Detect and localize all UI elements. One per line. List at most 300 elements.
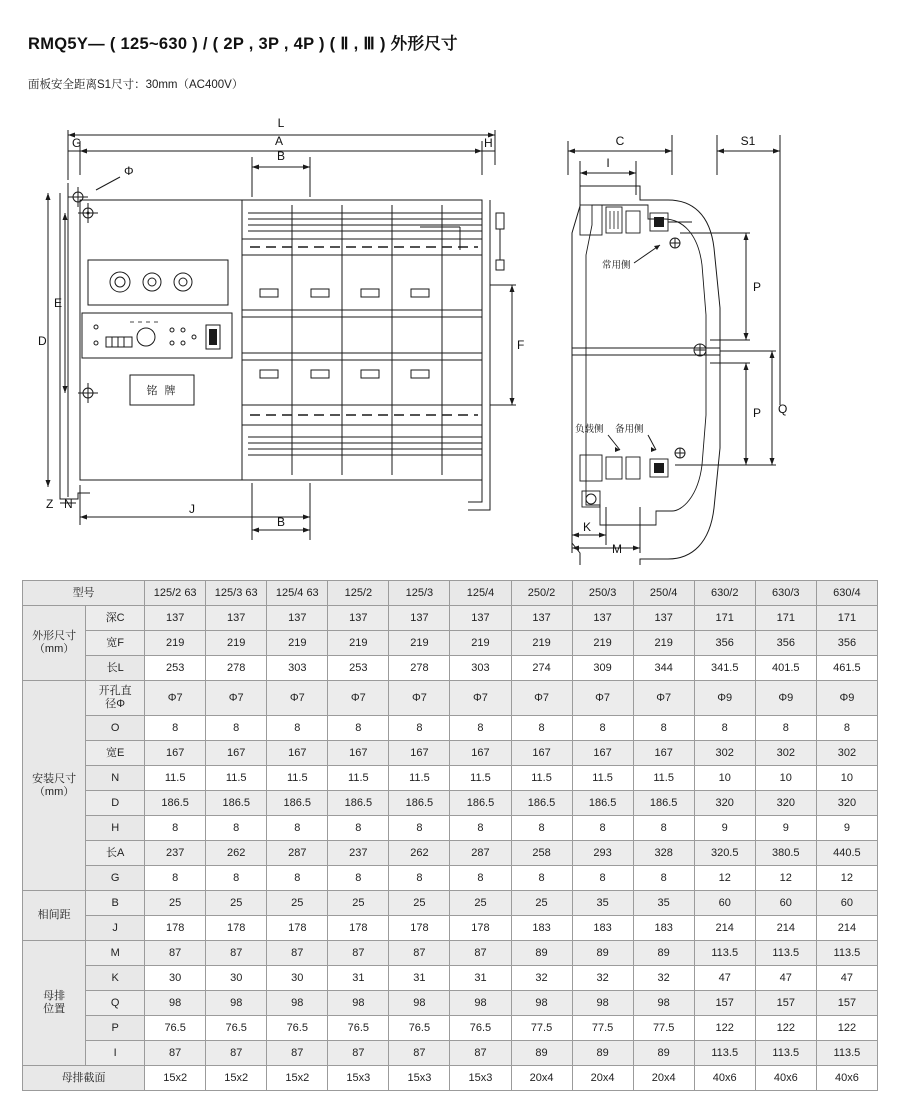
dim-label-L: L <box>277 116 285 130</box>
table-cell: 167 <box>389 741 450 766</box>
table-cell: 219 <box>267 631 328 656</box>
table-row <box>23 656 878 681</box>
table-row <box>23 841 878 866</box>
table-cell: 237 <box>145 841 206 866</box>
table-cell: Φ7 <box>572 681 633 716</box>
table-cell: 9 <box>755 816 816 841</box>
table-cell: 122 <box>816 1016 877 1041</box>
table-cell: 8 <box>206 866 267 891</box>
table-cell: 113.5 <box>816 941 877 966</box>
table-cell: 302 <box>694 741 755 766</box>
table-cell: 8 <box>450 716 511 741</box>
table-row-label: P <box>86 1016 145 1041</box>
table-row-label: G <box>86 866 145 891</box>
table-cell: 137 <box>328 606 389 631</box>
table-row-label: J <box>86 916 145 941</box>
table-cell: 113.5 <box>694 1041 755 1066</box>
table-cell: 401.5 <box>755 656 816 681</box>
table-cell: 30 <box>145 966 206 991</box>
table-cell: 293 <box>572 841 633 866</box>
table-cell: 287 <box>450 841 511 866</box>
table-cell: 11.5 <box>328 766 389 791</box>
table-row <box>23 1041 878 1066</box>
table-cell: 137 <box>267 606 328 631</box>
dim-label-I: I <box>606 156 610 170</box>
table-cell: 89 <box>633 1041 694 1066</box>
table-cell: 9 <box>694 816 755 841</box>
table-footer-cell: 15x2 <box>145 1066 206 1091</box>
table-cell: 219 <box>328 631 389 656</box>
spec-table-body <box>23 581 878 1091</box>
table-cell: 98 <box>267 991 328 1016</box>
table-row-label: 长L <box>86 656 145 681</box>
table-cell: 219 <box>206 631 267 656</box>
table-cell: 89 <box>633 941 694 966</box>
table-cell: Φ7 <box>206 681 267 716</box>
dim-label-Z: Z <box>46 497 54 511</box>
table-cell: 11.5 <box>267 766 328 791</box>
table-cell: 76.5 <box>328 1016 389 1041</box>
table-cell: 10 <box>816 766 877 791</box>
table-cell: 178 <box>206 916 267 941</box>
table-cell: 113.5 <box>755 1041 816 1066</box>
table-cell: 219 <box>145 631 206 656</box>
table-header-model: 125/3 <box>389 581 450 606</box>
table-cell: 87 <box>145 941 206 966</box>
table-cell: 35 <box>633 891 694 916</box>
table-cell: 8 <box>511 816 572 841</box>
table-row <box>23 681 878 716</box>
table-footer-label: 母排截面 <box>23 1066 145 1091</box>
dim-label-K: K <box>583 520 592 534</box>
table-cell: 12 <box>816 866 877 891</box>
table-row-label: Q <box>86 991 145 1016</box>
table-cell: 186.5 <box>572 791 633 816</box>
table-cell: 8 <box>511 716 572 741</box>
table-cell: 8 <box>450 866 511 891</box>
table-cell: 137 <box>572 606 633 631</box>
table-footer-cell: 20x4 <box>572 1066 633 1091</box>
table-cell: 87 <box>267 1041 328 1066</box>
table-cell: Φ7 <box>145 681 206 716</box>
table-cell: 32 <box>511 966 572 991</box>
table-header-model: 125/2 <box>328 581 389 606</box>
table-header-model: 125/4 <box>450 581 511 606</box>
table-cell: 8 <box>328 716 389 741</box>
dim-label-phi: Φ <box>124 164 134 178</box>
table-cell: 87 <box>206 941 267 966</box>
table-row-label: M <box>86 941 145 966</box>
table-cell: 11.5 <box>572 766 633 791</box>
spec-table-container <box>22 580 878 1091</box>
table-cell: 186.5 <box>389 791 450 816</box>
table-cell: 98 <box>206 991 267 1016</box>
table-cell: 87 <box>389 941 450 966</box>
table-cell: 253 <box>145 656 206 681</box>
table-header-model-label: 型号 <box>23 581 145 606</box>
table-footer-cell: 40x6 <box>694 1066 755 1091</box>
dimension-drawing <box>20 105 880 565</box>
table-cell: 98 <box>633 991 694 1016</box>
table-cell: 8 <box>572 716 633 741</box>
table-cell: 137 <box>633 606 694 631</box>
table-row <box>23 606 878 631</box>
table-cell: 341.5 <box>694 656 755 681</box>
table-footer-cell: 40x6 <box>755 1066 816 1091</box>
table-cell: Φ7 <box>328 681 389 716</box>
table-cell: 8 <box>450 816 511 841</box>
page-subtitle: 面板安全距离S1尺寸：30mm（AC400V） <box>28 79 244 91</box>
table-row <box>23 631 878 656</box>
table-group-label: 外形尺寸 （mm） <box>23 606 86 681</box>
table-cell: 167 <box>145 741 206 766</box>
table-cell: 183 <box>633 916 694 941</box>
table-cell: 8 <box>389 716 450 741</box>
table-cell: 47 <box>755 966 816 991</box>
table-cell: 8 <box>328 816 389 841</box>
table-cell: 76.5 <box>389 1016 450 1041</box>
table-group-label: 安装尺寸 （mm） <box>23 681 86 891</box>
table-cell: 320 <box>755 791 816 816</box>
dim-label-J: J <box>189 502 195 516</box>
dim-label-C: C <box>615 134 625 148</box>
table-row-label: 宽E <box>86 741 145 766</box>
table-cell: 137 <box>450 606 511 631</box>
table-cell: 9 <box>816 816 877 841</box>
table-row-label: O <box>86 716 145 741</box>
table-cell: 8 <box>267 866 328 891</box>
table-cell: 440.5 <box>816 841 877 866</box>
table-cell: 137 <box>511 606 572 631</box>
dim-label-N: N <box>64 497 73 511</box>
table-cell: 32 <box>633 966 694 991</box>
table-cell: 320.5 <box>694 841 755 866</box>
table-cell: 25 <box>206 891 267 916</box>
table-row-label: 长A <box>86 841 145 866</box>
table-header-model: 250/3 <box>572 581 633 606</box>
table-cell: 8 <box>206 816 267 841</box>
table-cell: 8 <box>755 716 816 741</box>
table-cell: 171 <box>816 606 877 631</box>
table-cell: 60 <box>816 891 877 916</box>
table-cell: 380.5 <box>755 841 816 866</box>
table-row-label: 宽F <box>86 631 145 656</box>
table-cell: 8 <box>145 816 206 841</box>
dim-label-P-upper: P <box>753 280 762 294</box>
table-cell: 8 <box>267 816 328 841</box>
table-cell: 178 <box>389 916 450 941</box>
table-cell: 287 <box>267 841 328 866</box>
table-row <box>23 716 878 741</box>
table-cell: 328 <box>633 841 694 866</box>
table-cell: 113.5 <box>694 941 755 966</box>
table-cell: 461.5 <box>816 656 877 681</box>
table-cell: 171 <box>694 606 755 631</box>
table-cell: 11.5 <box>206 766 267 791</box>
dim-label-G-top: G <box>72 136 82 150</box>
table-footer-row <box>23 1066 878 1091</box>
table-header-model: 250/2 <box>511 581 572 606</box>
table-header-row <box>23 581 878 606</box>
table-cell: 8 <box>572 866 633 891</box>
table-cell: 178 <box>450 916 511 941</box>
table-cell: 76.5 <box>145 1016 206 1041</box>
table-row <box>23 916 878 941</box>
table-cell: 8 <box>633 716 694 741</box>
table-header-model: 125/2 63 <box>145 581 206 606</box>
table-cell: 8 <box>633 816 694 841</box>
table-header-model: 125/3 63 <box>206 581 267 606</box>
dim-label-D: D <box>38 334 47 348</box>
table-cell: 11.5 <box>633 766 694 791</box>
table-cell: 278 <box>206 656 267 681</box>
table-cell: 25 <box>267 891 328 916</box>
table-row-label: I <box>86 1041 145 1066</box>
spec-table <box>22 580 878 1091</box>
table-cell: 30 <box>267 966 328 991</box>
table-cell: Φ9 <box>816 681 877 716</box>
table-cell: 8 <box>267 716 328 741</box>
table-row <box>23 1016 878 1041</box>
table-cell: 356 <box>816 631 877 656</box>
table-cell: 186.5 <box>328 791 389 816</box>
table-cell: 35 <box>572 891 633 916</box>
table-cell: Φ7 <box>633 681 694 716</box>
table-cell: 47 <box>816 966 877 991</box>
table-cell: 31 <box>389 966 450 991</box>
table-cell: 303 <box>450 656 511 681</box>
table-cell: 89 <box>511 941 572 966</box>
table-cell: 76.5 <box>450 1016 511 1041</box>
table-cell: Φ7 <box>389 681 450 716</box>
table-footer-cell: 15x3 <box>450 1066 511 1091</box>
table-footer-cell: 20x4 <box>511 1066 572 1091</box>
table-cell: 219 <box>389 631 450 656</box>
table-cell: 113.5 <box>755 941 816 966</box>
table-cell: 31 <box>328 966 389 991</box>
annotation-standby-side: 备用侧 <box>615 424 644 435</box>
table-header-model: 125/4 63 <box>267 581 328 606</box>
table-cell: Φ7 <box>511 681 572 716</box>
table-cell: 237 <box>328 841 389 866</box>
dim-label-B-top: B <box>276 149 286 163</box>
table-cell: 30 <box>206 966 267 991</box>
table-cell: 167 <box>450 741 511 766</box>
table-cell: 11.5 <box>145 766 206 791</box>
table-cell: 214 <box>755 916 816 941</box>
table-cell: 167 <box>511 741 572 766</box>
table-cell: 87 <box>328 1041 389 1066</box>
table-cell: 47 <box>694 966 755 991</box>
table-cell: 98 <box>511 991 572 1016</box>
table-cell: 274 <box>511 656 572 681</box>
table-cell: 60 <box>755 891 816 916</box>
table-cell: 278 <box>389 656 450 681</box>
table-footer-cell: 15x2 <box>267 1066 328 1091</box>
dim-label-H-top: H <box>484 136 493 150</box>
table-cell: 262 <box>206 841 267 866</box>
table-cell: 137 <box>389 606 450 631</box>
table-cell: 8 <box>633 866 694 891</box>
table-cell: 87 <box>389 1041 450 1066</box>
table-cell: 178 <box>267 916 328 941</box>
table-group-label: 相间距 <box>23 891 86 941</box>
table-cell: 302 <box>816 741 877 766</box>
table-cell: 87 <box>206 1041 267 1066</box>
table-row <box>23 816 878 841</box>
table-cell: 186.5 <box>206 791 267 816</box>
table-cell: 320 <box>694 791 755 816</box>
table-cell: 8 <box>389 866 450 891</box>
table-cell: 157 <box>816 991 877 1016</box>
table-cell: 303 <box>267 656 328 681</box>
table-cell: 157 <box>694 991 755 1016</box>
table-row-label: 开孔直 径Φ <box>86 681 145 716</box>
table-row <box>23 941 878 966</box>
table-cell: 89 <box>572 941 633 966</box>
dim-label-E: E <box>54 296 63 310</box>
dim-label-F: F <box>517 338 525 352</box>
table-cell: 77.5 <box>511 1016 572 1041</box>
table-cell: 89 <box>572 1041 633 1066</box>
table-cell: 10 <box>694 766 755 791</box>
table-row <box>23 741 878 766</box>
table-cell: 25 <box>450 891 511 916</box>
table-cell: 183 <box>572 916 633 941</box>
table-cell: 183 <box>511 916 572 941</box>
table-cell: 25 <box>511 891 572 916</box>
table-cell: 167 <box>328 741 389 766</box>
table-cell: 214 <box>694 916 755 941</box>
table-cell: 11.5 <box>450 766 511 791</box>
table-cell: 87 <box>267 941 328 966</box>
table-row <box>23 891 878 916</box>
table-cell: 32 <box>572 966 633 991</box>
table-cell: 10 <box>755 766 816 791</box>
table-cell: 98 <box>450 991 511 1016</box>
table-header-model: 250/4 <box>633 581 694 606</box>
annotation-load-side: 负载侧 <box>575 424 604 435</box>
table-cell: 167 <box>206 741 267 766</box>
table-cell: 87 <box>145 1041 206 1066</box>
table-cell: 87 <box>328 941 389 966</box>
table-cell: 171 <box>755 606 816 631</box>
dim-label-P-lower: P <box>753 406 762 420</box>
table-cell: 87 <box>450 1041 511 1066</box>
annotation-common-side: 常用侧 <box>602 260 631 271</box>
table-cell: 98 <box>572 991 633 1016</box>
table-cell: 302 <box>755 741 816 766</box>
dim-label-B-bottom: B <box>276 515 286 529</box>
table-cell: 12 <box>694 866 755 891</box>
table-cell: 122 <box>755 1016 816 1041</box>
table-footer-cell: 40x6 <box>816 1066 877 1091</box>
table-cell: Φ7 <box>267 681 328 716</box>
table-footer-cell: 15x3 <box>389 1066 450 1091</box>
table-cell: 320 <box>816 791 877 816</box>
table-cell: 98 <box>145 991 206 1016</box>
drawing-svg <box>20 105 880 565</box>
table-cell: Φ9 <box>694 681 755 716</box>
table-row-label: N <box>86 766 145 791</box>
table-cell: 253 <box>328 656 389 681</box>
table-cell: 8 <box>328 866 389 891</box>
table-row <box>23 766 878 791</box>
table-footer-cell: 20x4 <box>633 1066 694 1091</box>
table-cell: 8 <box>206 716 267 741</box>
table-cell: 98 <box>389 991 450 1016</box>
table-row <box>23 991 878 1016</box>
table-group-label: 母排 位置 <box>23 941 86 1066</box>
table-row <box>23 866 878 891</box>
table-cell: 186.5 <box>145 791 206 816</box>
table-cell: 186.5 <box>450 791 511 816</box>
table-cell: 167 <box>267 741 328 766</box>
table-cell: 356 <box>755 631 816 656</box>
table-footer-cell: 15x3 <box>328 1066 389 1091</box>
dim-label-A: A <box>274 134 284 148</box>
table-footer-cell: 15x2 <box>206 1066 267 1091</box>
table-cell: 113.5 <box>816 1041 877 1066</box>
table-cell: 8 <box>694 716 755 741</box>
table-cell: 25 <box>389 891 450 916</box>
table-cell: Φ9 <box>755 681 816 716</box>
table-cell: 219 <box>511 631 572 656</box>
table-row-label: D <box>86 791 145 816</box>
table-cell: 60 <box>694 891 755 916</box>
table-cell: 262 <box>389 841 450 866</box>
table-row <box>23 966 878 991</box>
table-cell: 258 <box>511 841 572 866</box>
table-cell: 8 <box>389 816 450 841</box>
table-cell: 11.5 <box>511 766 572 791</box>
table-cell: 186.5 <box>633 791 694 816</box>
table-cell: 8 <box>145 716 206 741</box>
table-cell: 167 <box>633 741 694 766</box>
table-cell: 186.5 <box>511 791 572 816</box>
table-cell: 25 <box>328 891 389 916</box>
table-cell: 77.5 <box>633 1016 694 1041</box>
table-row-label: B <box>86 891 145 916</box>
table-cell: 167 <box>572 741 633 766</box>
table-row-label: H <box>86 816 145 841</box>
table-cell: 178 <box>145 916 206 941</box>
table-cell: 122 <box>694 1016 755 1041</box>
table-cell: 77.5 <box>572 1016 633 1041</box>
dim-label-S1: S1 <box>740 134 756 148</box>
table-cell: 356 <box>694 631 755 656</box>
table-header-model: 630/3 <box>755 581 816 606</box>
table-cell: 89 <box>511 1041 572 1066</box>
table-cell: 157 <box>755 991 816 1016</box>
dim-label-Q: Q <box>778 402 788 416</box>
table-cell: 309 <box>572 656 633 681</box>
table-cell: 178 <box>328 916 389 941</box>
table-cell: 98 <box>328 991 389 1016</box>
table-cell: 219 <box>572 631 633 656</box>
table-cell: 25 <box>145 891 206 916</box>
table-cell: 76.5 <box>267 1016 328 1041</box>
table-cell: 137 <box>145 606 206 631</box>
table-cell: 76.5 <box>206 1016 267 1041</box>
page-title: RMQ5Y— ( 125~630 ) / ( 2P , 3P , 4P ) ( Ⅱ , Ⅲ ) 外形尺寸 <box>28 35 458 53</box>
table-cell: 344 <box>633 656 694 681</box>
dim-label-M: M <box>612 542 622 556</box>
table-cell: 8 <box>145 866 206 891</box>
table-cell: 8 <box>816 716 877 741</box>
nameplate-label: 铭 牌 <box>146 385 178 397</box>
table-cell: 31 <box>450 966 511 991</box>
